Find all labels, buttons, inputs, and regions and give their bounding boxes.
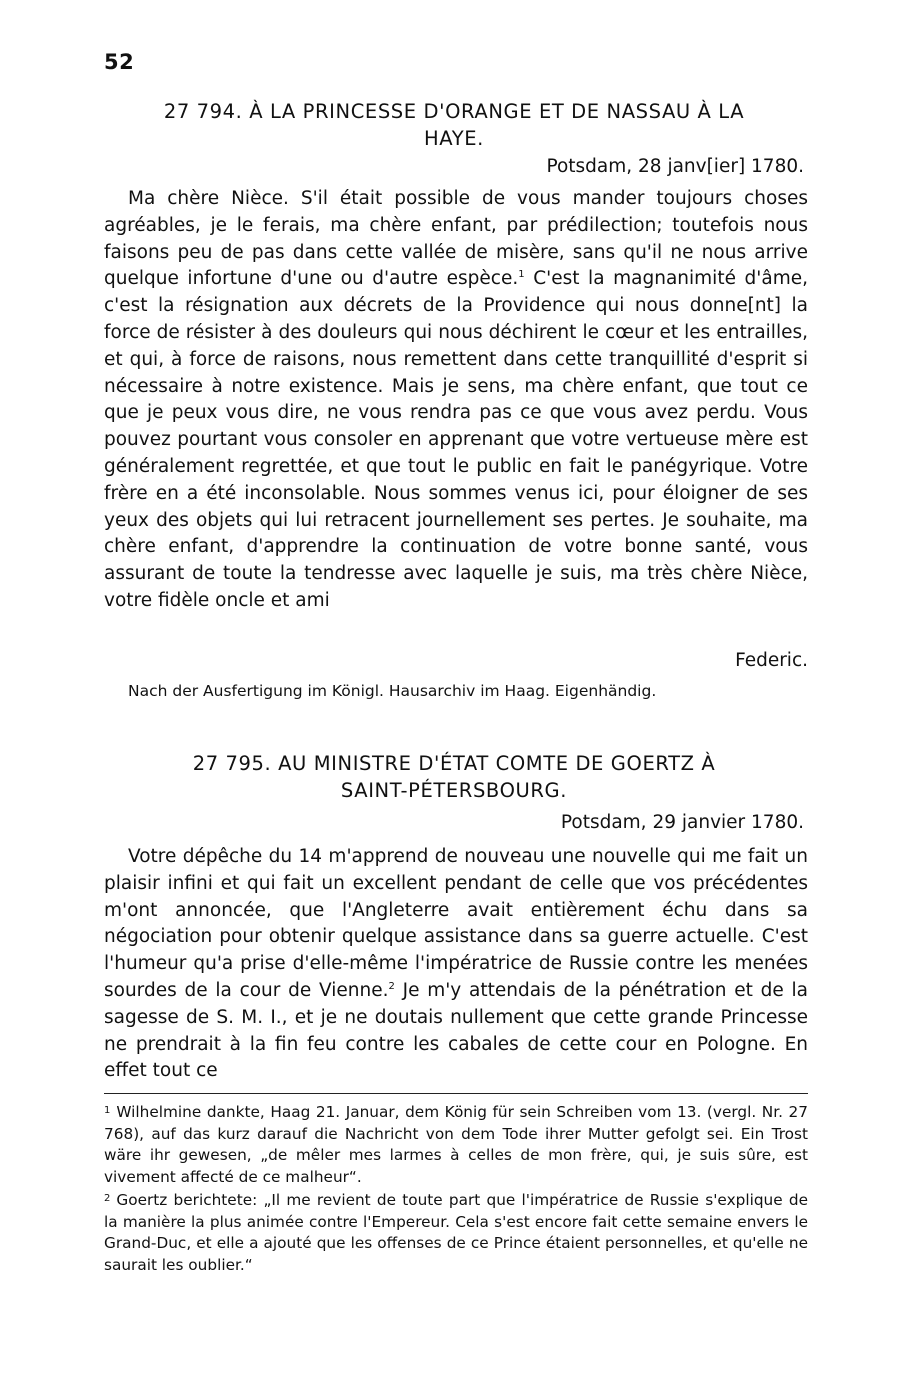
footnote — [104, 1188, 808, 1276]
letter-body — [104, 844, 808, 1085]
letter-heading-line: 27 795. AU MINISTRE D'ÉTAT COMTE DE GOERTZ À — [192, 752, 716, 775]
letter-dateline: Potsdam, 28 janv[ier] 1780. — [546, 156, 804, 177]
footnote-mark: 1 — [104, 1105, 111, 1116]
footnote-reference: 2 — [388, 980, 395, 992]
letter-heading — [104, 98, 804, 152]
letter-body-text: C'est la magnanimité d'âme, c'est la résignation aux décrets de la Providence qui nous donne[nt] la force de résister à des douleurs qui nous déchirent le cœur et les entrailles, et qui, à force de raisons, nous remettent dans cette tranquillité d'esprit si nécessaire à notre existence. Mais je sens, ma chère enfant, que tout ce que je peux vous dire, ne vous rendra pas ce que vous avez perdu. Vous pouvez pourtant vous consoler en apprenant que votre vertueuse mère est généralement regrettée, et que tout le public en fait le panégyrique. Votre frère en a été inconsolable. Nous sommes venus ici, pour éloigner de ses yeux des objets qui lui retracent journellement ses pertes. Je souhaite, ma chère enfant, d'apprendre la continuation de votre bonne santé, vous assurant de toute la tendresse avec laquelle je suis, ma très chère Nièce, votre fidèle oncle et ami — [104, 268, 808, 611]
source-note: Nach der Ausfertigung im Königl. Hausarchiv im Haag. Eigenhändig. — [128, 682, 657, 700]
footnote-text: Goertz berichtete: „Il me revient de toute part que l'impératrice de Russie s'explique de la manière la plus animée contre l'Empereur. Cela s'est encore fait cette semaine envers le Grand-Duc, et elle a ajouté que les offenses de ce Prince étaient personnelles, et qu'elle ne saurait les oublier.“ — [104, 1191, 808, 1274]
letter-body-text: Je m'y attendais de la pénétration et de la sagesse de S. M. I., et je ne doutais nullement que cette grande Princesse ne prendrait à la fin feu contre les cabales de cette cour en Pologne. En effet tout ce — [104, 979, 808, 1082]
letter-signature: Federic. — [735, 650, 808, 671]
letter-heading-line: 27 794. À LA PRINCESSE D'ORANGE ET DE NASSAU À LA — [163, 100, 745, 123]
footnote-reference: 1 — [518, 269, 525, 281]
letter-body-text: Ma chère Nièce. S'il était possible de vous mander toujours choses agréables, je le ferais, ma chère enfant, par prédilection; toutefois nous faisons peu de pas dans cette vallée de misère, sans qu'il ne nous arrive quelque infortune d'une ou d'autre espèce. — [104, 188, 808, 290]
letter-body-text: Votre dépêche du 14 m'apprend de nouveau une nouvelle qui me fait un plaisir infini et qui fait un excellent pendant de celle que vos précédentes m'ont annoncée, que l'Angleterre avait entièrement échu dans sa négociation pour obtenir quelque assistance dans sa guerre actuelle. C'est l'humeur qu'a prise d'elle-même l'impératrice de Russie contre les menées sourdes de la cour de Vienne. — [104, 846, 808, 1001]
letter-dateline: Potsdam, 29 janvier 1780. — [560, 812, 804, 833]
footnote — [104, 1100, 808, 1188]
footnote-text: Wilhelmine dankte, Haag 21. Januar, dem König für sein Schreiben vom 13. (vergl. Nr. 27 768), auf das kurz darauf die Nachricht von dem Tode ihrer Mutter gefolgt sei. Ein Trost wäre ihr gewesen, „de mêler mes larmes à celles de mon frère, qui, je suis sûre, est vivement affecté de ce malheur“. — [104, 1103, 808, 1186]
footnote-separator — [104, 1093, 808, 1094]
page-number: 52 — [104, 50, 135, 74]
letter-heading-line: SAINT-PÉTERSBOURG. — [340, 779, 568, 802]
letter-heading-line: HAYE. — [424, 127, 484, 150]
letter-body — [104, 186, 808, 615]
footnote-mark: 2 — [104, 1193, 111, 1204]
letter-heading — [104, 750, 804, 804]
